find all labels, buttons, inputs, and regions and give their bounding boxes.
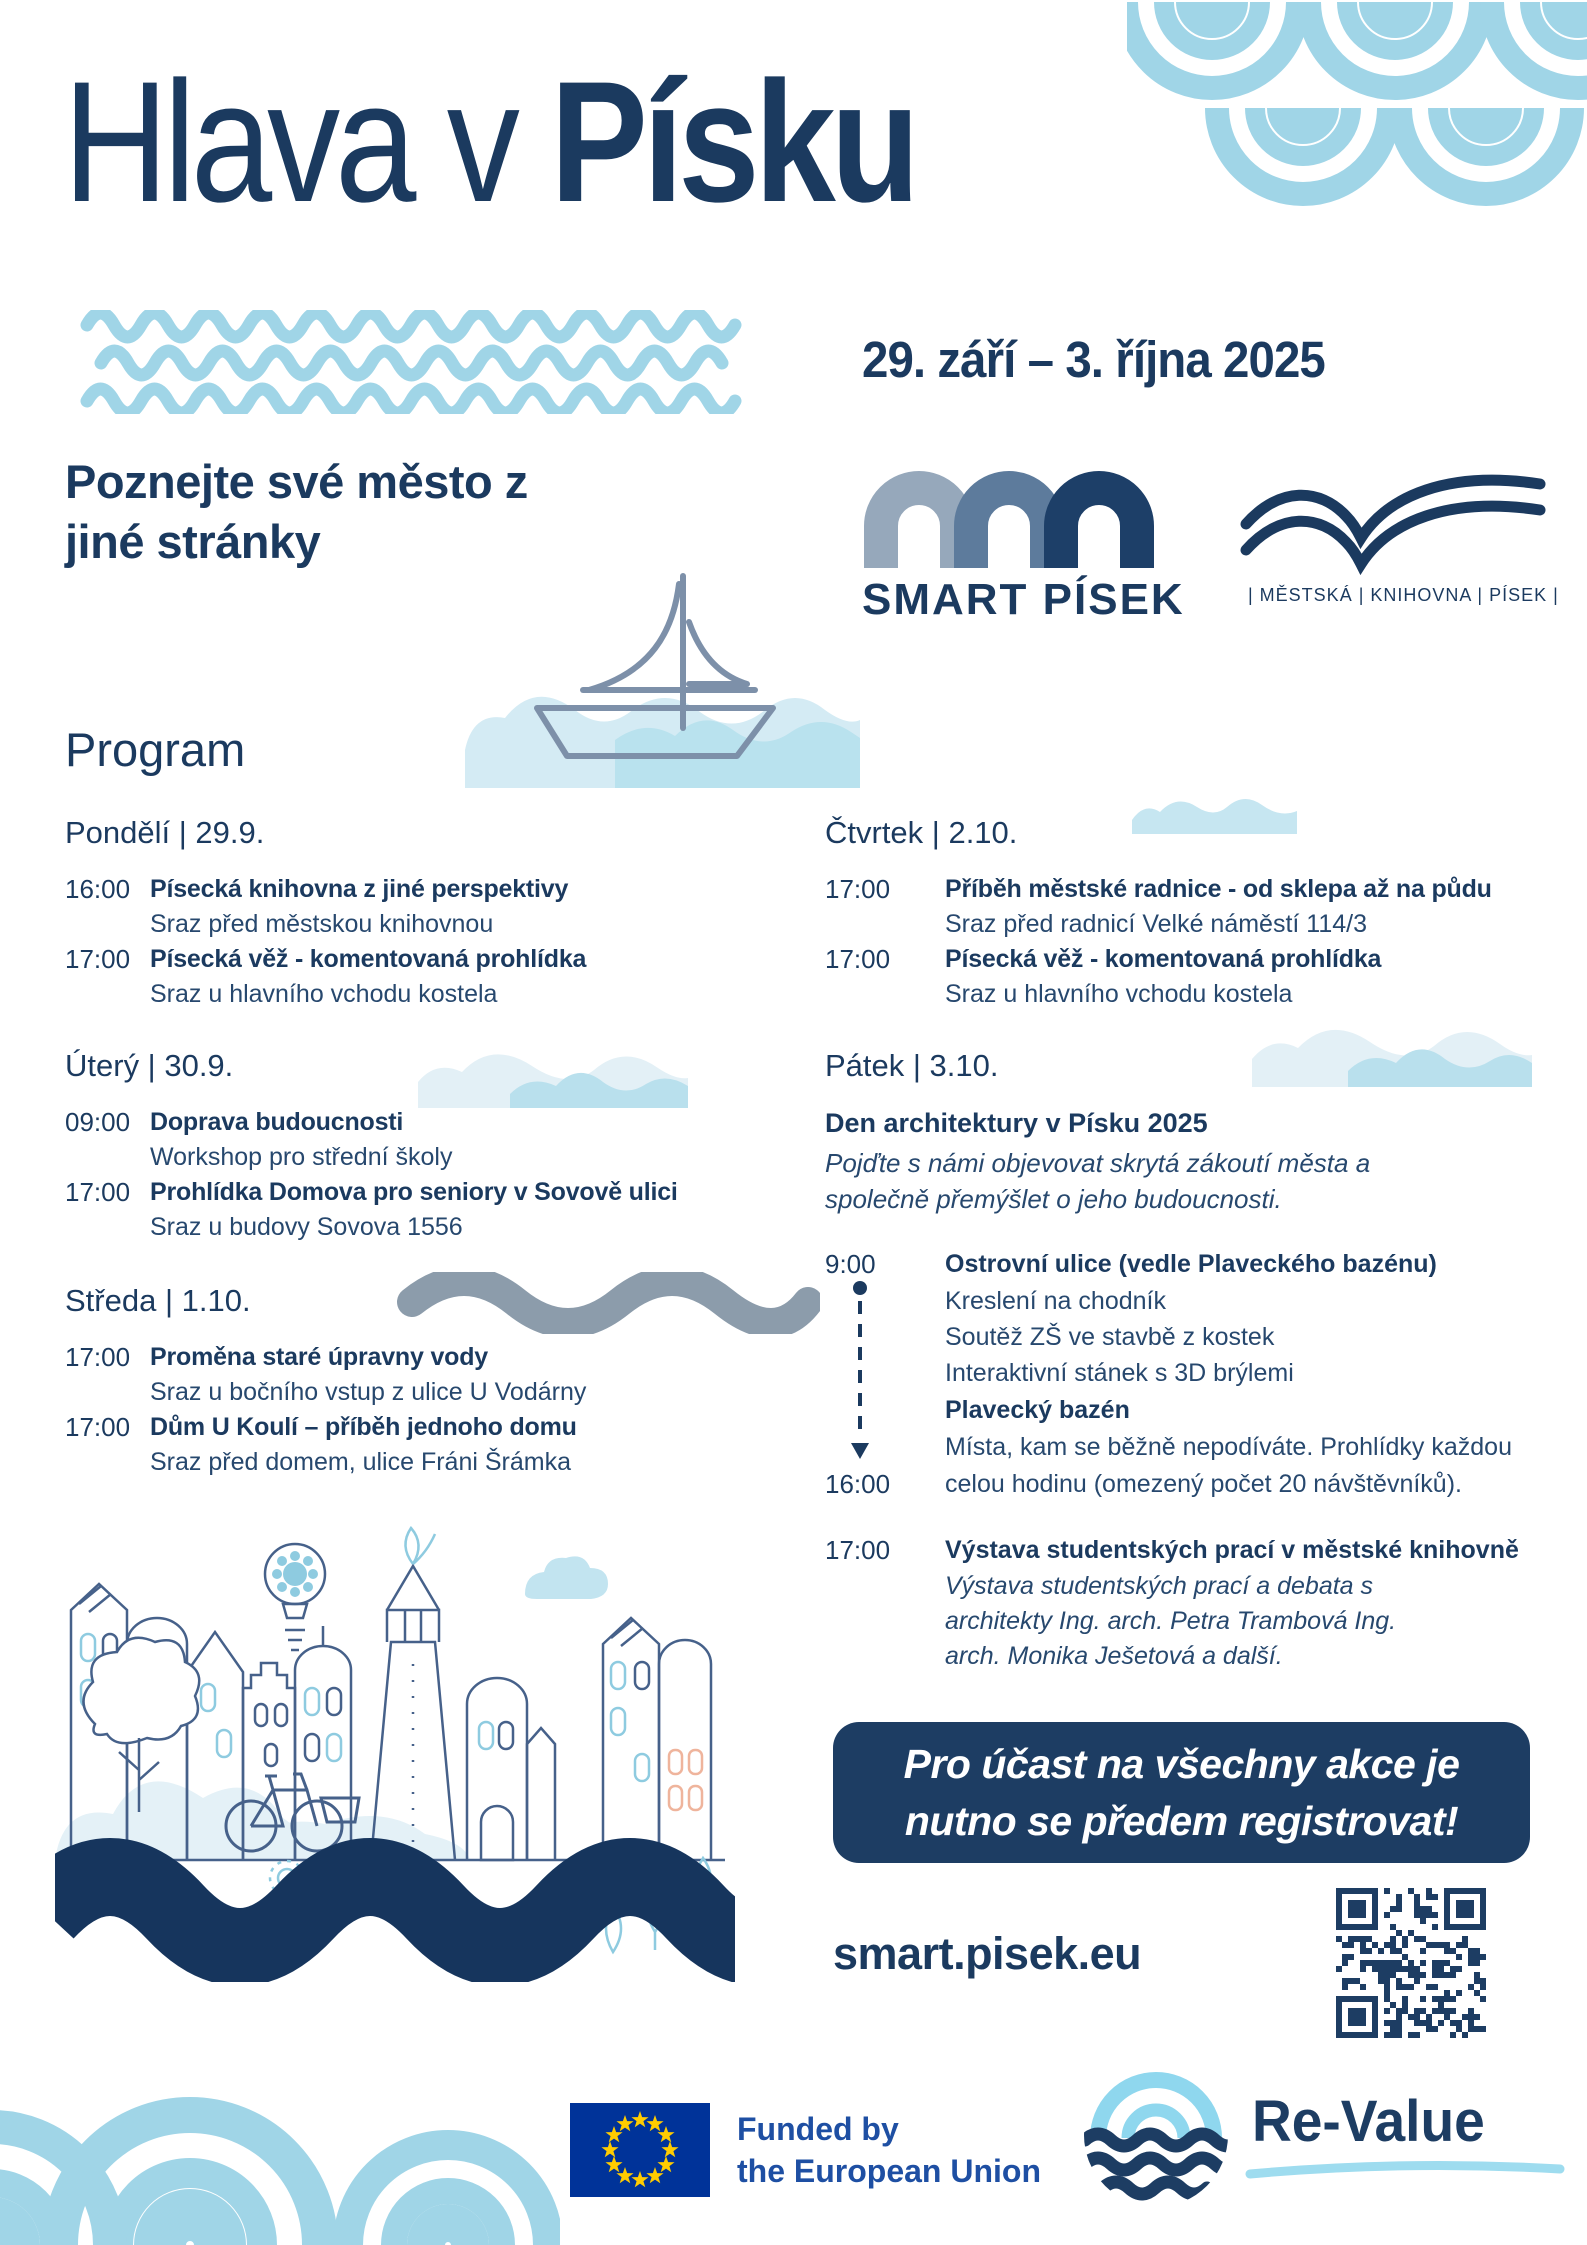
revalue-logo-underline xyxy=(1245,2160,1565,2182)
poster-title xyxy=(63,46,915,238)
event-title: Příběh městské radnice - od sklepa až na půdu xyxy=(945,875,1492,903)
day-block-monday xyxy=(65,815,815,1012)
program-heading: Program xyxy=(65,723,246,776)
registration-note-box xyxy=(833,1722,1530,1863)
event-title: Písecká věž - komentovaná prohlídka xyxy=(945,945,1382,973)
friday-intro: Pojďte s námi objevovat skrytá zákoutí města a společně přemýšlet o jeho budoucnosti. xyxy=(825,1148,1371,1214)
event-detail: Sraz u bočního vstup z ulice U Vodárny xyxy=(150,1378,587,1406)
friday-subheading: Den architektury v Písku 2025 xyxy=(825,1108,1208,1138)
wave-blob-friday xyxy=(1252,1015,1532,1087)
day-heading: Pátek | 3.10. xyxy=(825,1048,999,1083)
event-item: Soutěž ZŠ ve stavbě z kostek xyxy=(945,1323,1275,1351)
event-title: Písecká věž - komentovaná prohlídka xyxy=(150,945,587,973)
event-detail: Workshop pro střední školy xyxy=(150,1143,453,1171)
timeline-arrow-icon xyxy=(851,1443,869,1459)
qr-code xyxy=(1336,1888,1486,2038)
poster-title-regular: Hlava v xyxy=(63,46,515,238)
event-time: 17:00 xyxy=(65,1412,131,1442)
event-time: 17:00 xyxy=(825,874,891,904)
event-row xyxy=(825,1531,1585,1674)
day-block-friday xyxy=(825,1048,1585,1674)
event-time: 17:00 xyxy=(65,944,131,974)
event-time: 09:00 xyxy=(65,1107,131,1137)
event-title: Výstava studentských prací v městské knihovně xyxy=(945,1536,1519,1564)
event-title: Písecká knihovna z jiné perspektivy xyxy=(150,875,569,903)
event-title: Plavecký bazén xyxy=(945,1396,1130,1424)
website-link: smart.pisek.eu xyxy=(833,1928,1142,1979)
event-detail: celou hodinu (omezený počet 20 návštěvníků). xyxy=(945,1470,1462,1498)
eu-flag xyxy=(570,2103,710,2197)
timeline-start-time: 9:00 xyxy=(825,1249,876,1279)
revalue-logo-mark xyxy=(1083,2062,1229,2208)
event-time: 17:00 xyxy=(65,1342,131,1372)
event-time: 17:00 xyxy=(65,1177,131,1207)
timeline-end-time: 16:00 xyxy=(825,1469,891,1499)
event-detail: Sraz před domem, ulice Fráni Šrámka xyxy=(150,1448,571,1476)
library-logo-label: | MĚSTSKÁ | KNIHOVNA | PÍSEK | xyxy=(1248,585,1559,605)
eu-funding-line1: Funded by xyxy=(737,2111,899,2147)
event-title: Prohlídka Domova pro seniory v Sovově ulici xyxy=(150,1178,678,1206)
friday-timeline-events xyxy=(825,1245,1585,1503)
event-detail: Sraz u budovy Sovova 1556 xyxy=(150,1213,463,1241)
event-row xyxy=(65,1105,815,1175)
day-block-thursday xyxy=(825,815,1575,1012)
event-title: Doprava budoucnosti xyxy=(150,1108,404,1136)
eu-funding-text xyxy=(737,2108,1041,2192)
event-item: Kreslení na chodník xyxy=(945,1287,1166,1315)
event-detail: Sraz před městskou knihovnou xyxy=(150,910,494,938)
sailboat-illustration xyxy=(465,560,860,795)
event-title: Ostrovní ulice (vedle Plaveckého bazénu) xyxy=(945,1250,1437,1278)
smart-pisek-logo-arches xyxy=(858,468,1192,568)
event-row xyxy=(65,942,815,1012)
event-row xyxy=(65,872,815,942)
timeline-start-dot xyxy=(853,1281,867,1295)
day-heading: Čtvrtek | 2.10. xyxy=(825,815,1018,850)
event-date-range: 29. září – 3. října 2025 xyxy=(862,331,1325,388)
timeline-marker xyxy=(851,1281,869,1459)
city-illustration xyxy=(55,1512,735,1982)
event-time: 16:00 xyxy=(65,874,131,904)
event-detail: Sraz před radnicí Velké náměstí 114/3 xyxy=(945,910,1367,938)
poster-subtitle: Poznejte své město z jiné stránky xyxy=(65,455,528,568)
poster-title-bold: Písku xyxy=(550,46,915,238)
event-detail: Výstava studentských prací a debata s architekty Ing. arch. Petra Trambová Ing. arch. Monika Ješetová a další. xyxy=(945,1572,1397,1670)
event-row xyxy=(825,942,1575,1012)
registration-note-text: Pro účast na všechny akce je nutno se předem registrovat! xyxy=(903,1740,1460,1844)
event-row xyxy=(65,1340,815,1410)
event-title: Dům U Koulí – příběh jednoho domu xyxy=(150,1413,577,1441)
event-detail: Místa, kam se běžně nepodíváte. Prohlídky každou xyxy=(945,1433,1512,1461)
event-row xyxy=(65,1175,815,1245)
event-row xyxy=(825,872,1575,942)
waves-decoration xyxy=(80,310,745,414)
timeline-dashed-line xyxy=(858,1301,862,1433)
revalue-logo-label: Re-Value xyxy=(1252,2089,1485,2154)
arches-decoration-bottom-left xyxy=(0,2058,560,2245)
eu-funding-line2: the European Union xyxy=(737,2153,1041,2189)
wave-ribbon-wednesday xyxy=(396,1272,820,1334)
day-heading: Pondělí | 29.9. xyxy=(65,815,265,850)
event-title: Proměna staré úpravny vody xyxy=(150,1343,488,1371)
event-detail: Sraz u hlavního vchodu kostela xyxy=(945,980,1293,1008)
day-heading: Středa | 1.10. xyxy=(65,1283,251,1318)
wave-blob-tuesday xyxy=(418,1040,688,1108)
day-heading: Úterý | 30.9. xyxy=(65,1048,234,1083)
event-item: Interaktivní stánek s 3D brýlemi xyxy=(945,1359,1294,1387)
event-time: 17:00 xyxy=(825,1535,891,1565)
wave-blob-thursday xyxy=(1132,790,1297,834)
event-row xyxy=(65,1410,815,1480)
library-logo-swoosh xyxy=(1238,462,1548,584)
arches-decoration-top-right xyxy=(1127,0,1587,215)
smart-pisek-logo-label: SMART PÍSEK xyxy=(862,575,1185,624)
event-detail: Sraz u hlavního vchodu kostela xyxy=(150,980,498,1008)
event-time: 17:00 xyxy=(825,944,891,974)
